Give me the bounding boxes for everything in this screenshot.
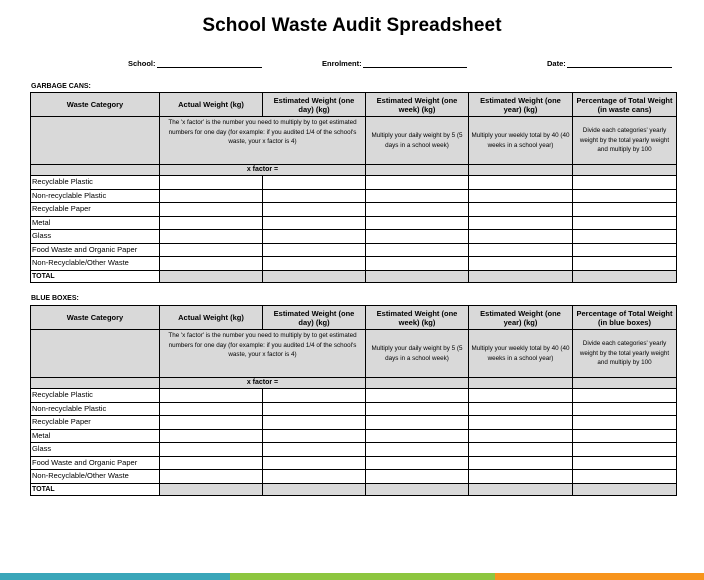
data-cell[interactable] — [263, 257, 366, 271]
data-cell[interactable] — [160, 443, 263, 457]
garbage-cans-table — [30, 92, 677, 283]
x-factor-note: The 'x factor' is the number you need to multiply by to get estimated numbers for one day (for example: if you audited 1/4 of the school's waste, your x factor is 4) — [160, 117, 366, 165]
blue-boxes-table — [30, 305, 677, 496]
data-cell[interactable] — [160, 257, 263, 271]
header-cell: Percentage of Total Weight (in waste cans) — [573, 93, 677, 117]
enrolment-input-line[interactable] — [363, 59, 467, 68]
blank-cell — [573, 165, 677, 176]
page-title: School Waste Audit Spreadsheet — [202, 15, 502, 36]
category-label: Recyclable Paper — [31, 416, 160, 430]
category-label: Non-recyclable Plastic — [31, 402, 160, 416]
category-label: Non-recyclable Plastic — [31, 189, 160, 203]
data-cell[interactable] — [573, 230, 677, 244]
data-cell[interactable] — [263, 243, 366, 257]
data-cell[interactable] — [366, 456, 469, 470]
table-row — [31, 456, 677, 470]
data-cell[interactable] — [366, 429, 469, 443]
total-label: TOTAL — [31, 270, 160, 282]
table-row — [31, 257, 677, 271]
header-cell: Waste Category — [31, 93, 160, 117]
table-header-row — [31, 93, 677, 117]
category-label: Non-Recyclable/Other Waste — [31, 257, 160, 271]
x-factor-row — [31, 378, 677, 389]
data-cell[interactable] — [160, 389, 263, 403]
data-cell[interactable] — [573, 443, 677, 457]
category-label: Non-Recyclable/Other Waste — [31, 470, 160, 484]
data-cell[interactable] — [366, 257, 469, 271]
data-cell[interactable] — [469, 456, 573, 470]
table-row — [31, 176, 677, 190]
x-factor-note: The 'x factor' is the number you need to multiply by to get estimated numbers for one day (for example: if you audited 1/4 of the school's waste, your x factor is 4) — [160, 330, 366, 378]
blank-cell — [573, 378, 677, 389]
week-note: Multiply your daily weight by 5 (5 days in a school week) — [366, 117, 469, 165]
data-cell[interactable] — [469, 216, 573, 230]
date-input-line[interactable] — [567, 59, 672, 68]
data-cell[interactable] — [573, 257, 677, 271]
instructions-row — [31, 117, 677, 165]
percent-note: Divide each categories' yearly weight by the total yearly weight and multiply by 100 — [573, 117, 677, 165]
data-cell[interactable] — [263, 470, 366, 484]
total-cell[interactable] — [469, 483, 573, 495]
header-cell: Estimated Weight (one year) (kg) — [469, 306, 573, 330]
category-label: Recyclable Plastic — [31, 176, 160, 190]
data-cell[interactable] — [263, 203, 366, 217]
data-cell[interactable] — [160, 216, 263, 230]
data-cell[interactable] — [366, 243, 469, 257]
instructions-row — [31, 330, 677, 378]
data-cell[interactable] — [160, 429, 263, 443]
data-cell[interactable] — [469, 429, 573, 443]
x-factor-label[interactable]: x factor = — [160, 378, 366, 389]
header-cell: Estimated Weight (one week) (kg) — [366, 93, 469, 117]
blank-cell — [31, 378, 160, 389]
header-cell: Estimated Weight (one week) (kg) — [366, 306, 469, 330]
table-row — [31, 189, 677, 203]
data-cell[interactable] — [366, 443, 469, 457]
data-cell[interactable] — [573, 456, 677, 470]
year-note: Multiply your weekly total by 40 (40 weeks in a school year) — [469, 117, 573, 165]
data-cell[interactable] — [366, 230, 469, 244]
date-field[interactable] — [547, 59, 672, 68]
school-label: School: — [128, 59, 156, 68]
category-label: Recyclable Paper — [31, 203, 160, 217]
data-cell[interactable] — [469, 257, 573, 271]
blank-cell — [31, 330, 160, 378]
header-cell: Percentage of Total Weight (in blue boxes) — [573, 306, 677, 330]
data-cell[interactable] — [366, 402, 469, 416]
total-cell[interactable] — [366, 270, 469, 282]
table-row — [31, 203, 677, 217]
header-cell: Actual Weight (kg) — [160, 306, 263, 330]
percent-note: Divide each categories' yearly weight by the total yearly weight and multiply by 100 — [573, 330, 677, 378]
data-cell[interactable] — [263, 216, 366, 230]
data-cell[interactable] — [469, 203, 573, 217]
school-field[interactable] — [128, 59, 262, 68]
category-label: Glass — [31, 230, 160, 244]
category-label: Metal — [31, 216, 160, 230]
data-cell[interactable] — [573, 216, 677, 230]
data-cell[interactable] — [263, 189, 366, 203]
blank-cell — [366, 165, 469, 176]
total-cell[interactable] — [160, 483, 263, 495]
data-cell[interactable] — [263, 456, 366, 470]
data-cell[interactable] — [573, 203, 677, 217]
data-cell[interactable] — [366, 203, 469, 217]
category-label: Recyclable Plastic — [31, 389, 160, 403]
footer-bar-teal — [0, 573, 230, 580]
table-row — [31, 243, 677, 257]
data-cell[interactable] — [160, 416, 263, 430]
data-cell[interactable] — [573, 189, 677, 203]
data-cell[interactable] — [469, 243, 573, 257]
data-cell[interactable] — [469, 470, 573, 484]
week-note: Multiply your daily weight by 5 (5 days in a school week) — [366, 330, 469, 378]
data-cell[interactable] — [366, 176, 469, 190]
enrolment-field[interactable] — [322, 59, 467, 68]
table-row — [31, 389, 677, 403]
data-cell[interactable] — [263, 176, 366, 190]
data-cell[interactable] — [469, 389, 573, 403]
data-cell[interactable] — [573, 176, 677, 190]
header-cell: Estimated Weight (one year) (kg) — [469, 93, 573, 117]
category-label: Glass — [31, 443, 160, 457]
header-cell: Waste Category — [31, 306, 160, 330]
x-factor-label[interactable]: x factor = — [160, 165, 366, 176]
blank-cell — [31, 117, 160, 165]
data-cell[interactable] — [573, 389, 677, 403]
x-factor-row — [31, 165, 677, 176]
total-cell[interactable] — [366, 483, 469, 495]
data-cell[interactable] — [263, 416, 366, 430]
data-cell[interactable] — [469, 230, 573, 244]
footer-color-bar — [0, 573, 704, 580]
category-label: Food Waste and Organic Paper — [31, 456, 160, 470]
category-label: Food Waste and Organic Paper — [31, 243, 160, 257]
table-row — [31, 416, 677, 430]
data-cell[interactable] — [469, 176, 573, 190]
total-cell[interactable] — [469, 270, 573, 282]
total-row — [31, 483, 677, 495]
enrolment-label: Enrolment: — [322, 59, 362, 68]
total-cell[interactable] — [263, 270, 366, 282]
table-row — [31, 230, 677, 244]
data-cell[interactable] — [573, 402, 677, 416]
blank-cell — [469, 165, 573, 176]
total-cell[interactable] — [573, 483, 677, 495]
table-row — [31, 429, 677, 443]
data-cell[interactable] — [366, 189, 469, 203]
data-cell[interactable] — [469, 416, 573, 430]
data-cell[interactable] — [160, 203, 263, 217]
header-cell: Actual Weight (kg) — [160, 93, 263, 117]
total-cell[interactable] — [263, 483, 366, 495]
data-cell[interactable] — [160, 189, 263, 203]
data-cell[interactable] — [366, 389, 469, 403]
data-cell[interactable] — [469, 443, 573, 457]
data-cell[interactable] — [160, 470, 263, 484]
total-cell[interactable] — [573, 270, 677, 282]
table-row — [31, 216, 677, 230]
data-cell[interactable] — [573, 470, 677, 484]
total-cell[interactable] — [160, 270, 263, 282]
data-cell[interactable] — [573, 416, 677, 430]
data-cell[interactable] — [366, 216, 469, 230]
section-label-blue-boxes: BLUE BOXES: — [31, 295, 79, 302]
section-label-garbage-cans: GARBAGE CANS: — [31, 83, 91, 90]
data-cell[interactable] — [160, 456, 263, 470]
blank-cell — [469, 378, 573, 389]
date-label: Date: — [547, 59, 566, 68]
category-label: Metal — [31, 429, 160, 443]
data-cell[interactable] — [160, 176, 263, 190]
data-cell[interactable] — [573, 429, 677, 443]
year-note: Multiply your weekly total by 40 (40 weeks in a school year) — [469, 330, 573, 378]
blank-cell — [366, 378, 469, 389]
data-cell[interactable] — [160, 402, 263, 416]
footer-bar-green — [230, 573, 495, 580]
table-row — [31, 470, 677, 484]
footer-bar-orange — [495, 573, 704, 580]
data-cell[interactable] — [263, 443, 366, 457]
blank-cell — [31, 165, 160, 176]
data-cell[interactable] — [263, 402, 366, 416]
table-row — [31, 443, 677, 457]
header-cell: Estimated Weight (one day) (kg) — [263, 306, 366, 330]
total-row — [31, 270, 677, 282]
data-cell[interactable] — [573, 243, 677, 257]
table-row — [31, 402, 677, 416]
total-label: TOTAL — [31, 483, 160, 495]
data-cell[interactable] — [263, 230, 366, 244]
school-input-line[interactable] — [157, 59, 262, 68]
data-cell[interactable] — [469, 189, 573, 203]
data-cell[interactable] — [263, 429, 366, 443]
data-cell[interactable] — [160, 243, 263, 257]
table-header-row — [31, 306, 677, 330]
data-cell[interactable] — [366, 470, 469, 484]
header-cell: Estimated Weight (one day) (kg) — [263, 93, 366, 117]
data-cell[interactable] — [160, 230, 263, 244]
data-cell[interactable] — [469, 402, 573, 416]
data-cell[interactable] — [366, 416, 469, 430]
data-cell[interactable] — [263, 389, 366, 403]
